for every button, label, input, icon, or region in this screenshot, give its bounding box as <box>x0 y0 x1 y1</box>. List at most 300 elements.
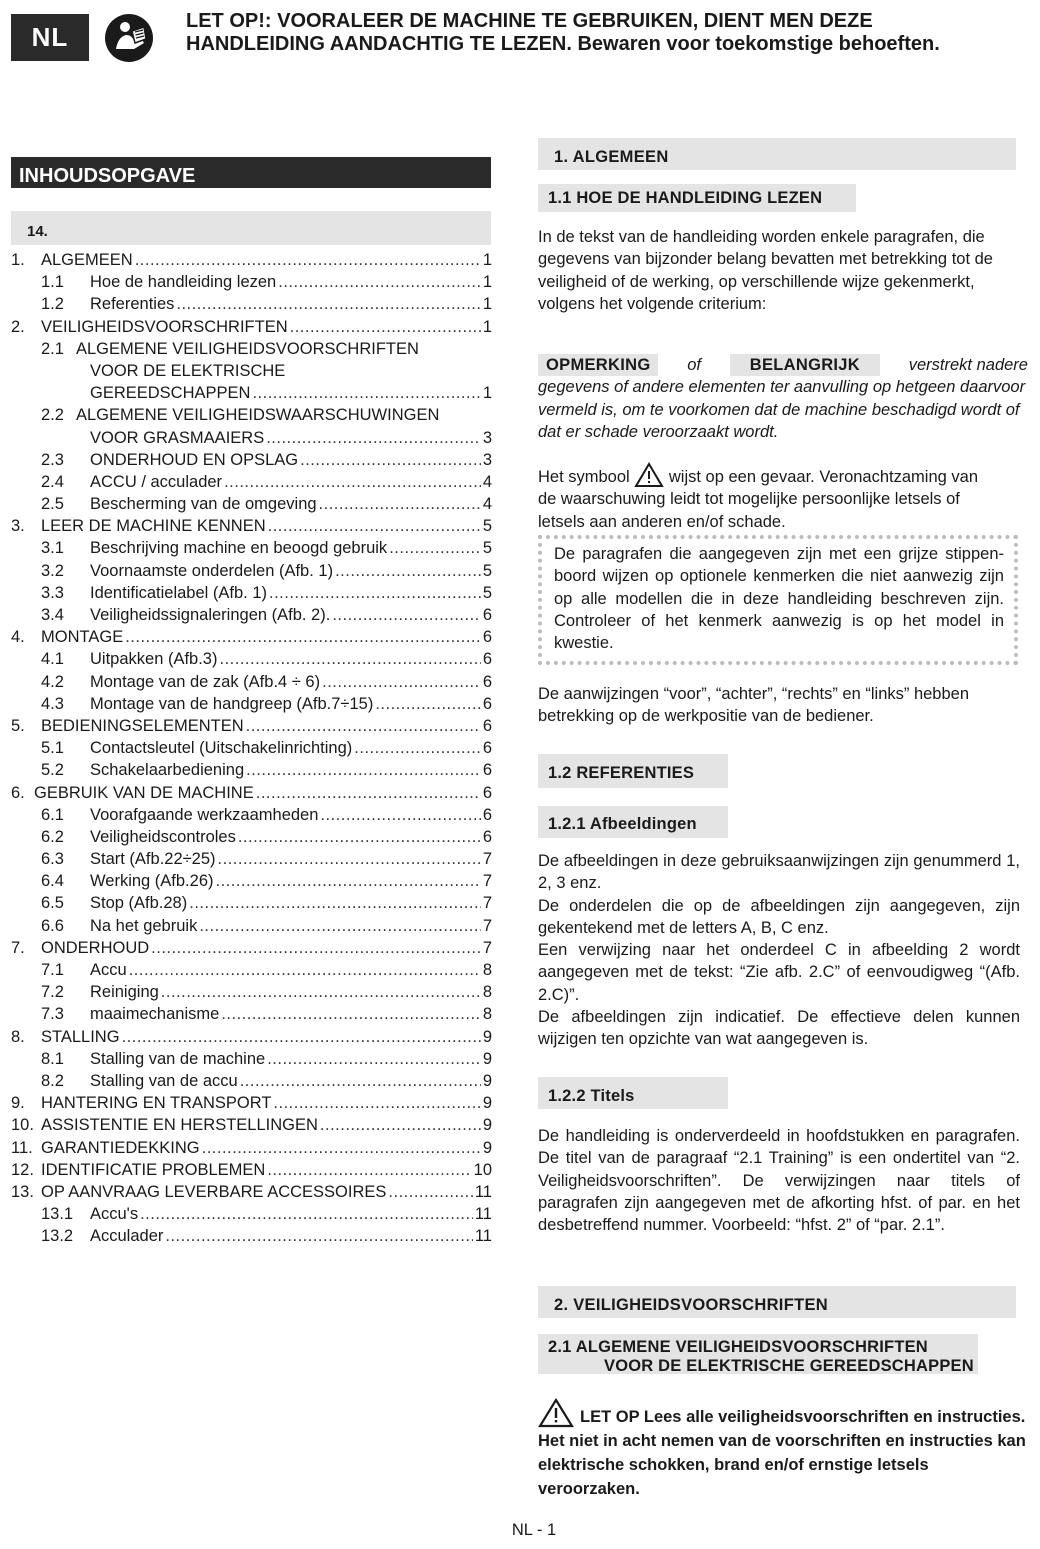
toc-entry-number: 13.2 <box>41 1227 74 1246</box>
toc-entry-page: 4 <box>482 495 492 514</box>
toc-entry-number: 3.2 <box>41 561 64 580</box>
toc-entry-title: ALGEMENE VEILIGHEIDSVOORSCHRIFTEN <box>76 339 419 358</box>
toc-leader-dots <box>216 870 481 892</box>
toc-entry-page: 8 <box>482 1005 492 1024</box>
toc-entry-title: GEBRUIK VAN DE MACHINE <box>34 783 254 802</box>
toc-entry <box>0 515 492 537</box>
toc-entry-body <box>90 449 492 471</box>
toc-entry-number: 2.1 <box>41 339 64 358</box>
toc-entry <box>0 1159 492 1181</box>
toc-entry-body <box>41 626 492 648</box>
toc-entry-title: Accu <box>90 961 127 979</box>
section-1-heading: 1. ALGEMEEN <box>538 138 1016 170</box>
toc-section-number: 14. <box>11 211 491 245</box>
section-2-1-heading-line2: VOOR DE ELEKTRISCHE GEREEDSCHAPPEN <box>604 1357 974 1375</box>
toc-entry-number: 1.1 <box>41 273 64 292</box>
toc-entry-body <box>41 1114 492 1136</box>
toc-leader-dots <box>252 382 480 404</box>
toc-entry-number: 2.2 <box>41 406 64 425</box>
toc-entry-page: 3 <box>482 450 492 469</box>
toc-leader-dots <box>135 249 481 271</box>
toc-entry-body <box>41 1159 492 1181</box>
belangrijk-label: BELANGRIJK <box>730 354 880 376</box>
toc-entry <box>0 316 492 338</box>
toc-entry-number: 2.3 <box>41 450 64 469</box>
toc-entry-number: 1. <box>11 251 25 269</box>
toc-entry-number: 6.5 <box>41 894 64 913</box>
toc-entry-page: 9 <box>482 1094 492 1113</box>
toc-entry-page: 6 <box>482 716 492 735</box>
toc-entry <box>0 1092 492 1114</box>
toc-entry-number: 3.4 <box>41 606 64 624</box>
toc-entry-number: 3. <box>11 517 25 536</box>
symbol-prefix: Het symbool <box>538 468 630 486</box>
toc-entry-page: 8 <box>482 961 492 979</box>
toc-entry-title: Uitpakken (Afb.3) <box>90 650 218 669</box>
toc-entry-body <box>90 981 492 1003</box>
figures-paragraph-4: De afbeeldingen zijn indicatief. De effectieve delen kunnen wijzigen ten opzichte van wat aangegeven is. <box>538 1008 1020 1049</box>
toc-leader-dots <box>354 737 481 759</box>
toc-entry-body <box>90 870 492 892</box>
toc-entry-body <box>41 1026 492 1048</box>
toc-entry-title: ONDERHOUD EN OPSLAG <box>90 450 299 469</box>
toc-entry-title: ASSISTENTIE EN HERSTELLINGEN <box>41 1116 318 1135</box>
toc-leader-dots <box>319 493 481 515</box>
toc-entry-page: 9 <box>482 1138 492 1157</box>
toc-entry-number: 2.5 <box>41 495 64 514</box>
toc-leader-dots <box>375 693 480 715</box>
toc-entry-title: Voorafgaande werkzaamheden <box>90 805 319 824</box>
toc-entry-page: 7 <box>482 916 492 935</box>
toc-leader-dots <box>266 427 481 449</box>
toc-entry-body <box>90 915 492 937</box>
toc-entry <box>0 1181 492 1203</box>
toc-entry <box>0 249 492 271</box>
toc-entry-number: 3.1 <box>41 539 64 558</box>
toc-entry <box>0 737 492 759</box>
toc-leader-dots <box>238 826 481 848</box>
toc-entry-title: VOOR DE ELEKTRISCHE <box>90 361 286 380</box>
toc-entry-body <box>90 892 492 914</box>
toc-entry <box>0 671 492 693</box>
toc-entry-body <box>90 471 492 493</box>
toc-entry-page: 5 <box>482 561 492 580</box>
toc-entry-body <box>90 293 492 315</box>
toc-entry <box>0 626 492 648</box>
toc-entry-title: Montage van de handgreep (Afb.7÷15) <box>90 694 374 713</box>
read-manual-icon <box>104 13 154 63</box>
toc-entry <box>0 848 492 870</box>
language-code: NL <box>31 22 69 52</box>
toc-entry-title: Werking (Afb.26) <box>90 872 214 891</box>
notes-lead: verstrekt nadere <box>908 356 1028 374</box>
toc-leader-dots <box>256 782 481 804</box>
toc-entry-title: Accu's <box>90 1205 139 1224</box>
toc-entry-page: 9 <box>482 1027 492 1046</box>
toc-entry-title: Veiligheidscontroles <box>90 827 236 846</box>
section-1-2-2-heading: 1.2.2 Titels <box>538 1077 728 1109</box>
toc-entry-number: 4. <box>11 628 25 647</box>
toc-entry <box>0 915 492 937</box>
toc-leader-dots <box>221 1003 481 1025</box>
section-1-2-1-heading: 1.2.1 Afbeeldingen <box>538 806 728 838</box>
toc-leader-dots <box>176 293 480 315</box>
toc-entry-title: Referenties <box>90 295 175 314</box>
toc-entry-number: 4.3 <box>41 694 64 713</box>
toc-entry <box>0 560 492 582</box>
header-warning-line2: HANDLEIDING AANDACHTIG TE LEZEN. Bewaren voor toekomstige behoeften. <box>186 33 940 55</box>
section-2-1-heading-line1: 2.1 ALGEMENE VEILIGHEIDSVOORSCHRIFTEN <box>548 1338 928 1356</box>
toc-leader-dots <box>219 648 480 670</box>
toc-entry-number: 12. <box>11 1160 34 1179</box>
toc-leader-dots <box>388 1181 472 1203</box>
toc-entry-page: 8 <box>482 983 492 1002</box>
toc-entry <box>0 1070 492 1092</box>
optional-features-note: De paragrafen die aangegeven zijn met een grijze stippen-boord wijzen op optionele kenmerken die niet aanwezig zijn op alle modellen die in deze handleiding beschreven zijn. Controleer of het kenmerk aanwezig is op het model in kwestie. <box>538 535 1018 665</box>
toc-leader-dots <box>300 449 481 471</box>
section-1-2-2-text: De handleiding is onderverdeeld in hoofdstukken en paragrafen. De titel van de paragraaf “2.1 Training” is een ondertitel van “2. Veiligheidsvoorschriften”. De verwijzingen naar titels of paragrafen zijn aangegeven met de afkorting hfst. of par. en het desbetreffend nummer. Voorbeeld: “hfst. 2” of “par. 2.1”. <box>538 1127 1020 1235</box>
toc-entry-title: BEDIENINGSELEMENTEN <box>41 716 244 735</box>
toc-entry <box>0 1114 492 1136</box>
toc-entry-number: 8.2 <box>41 1071 64 1090</box>
toc-entry-number: 7.2 <box>41 983 64 1002</box>
toc-entry-page: 7 <box>482 894 492 913</box>
toc-leader-dots <box>389 537 481 559</box>
toc-entry-number: 2. <box>11 317 25 336</box>
toc-entry-body <box>41 715 492 737</box>
toc-entry <box>0 404 492 426</box>
toc-entry <box>0 693 492 715</box>
toc-entry-title: Voornaamste onderdelen (Afb. 1) <box>90 561 334 580</box>
toc-entry-body <box>41 1092 492 1114</box>
toc-entry-body <box>90 360 492 382</box>
figures-paragraph-2: De onderdelen die op de afbeeldingen zijn aangegeven, zijn gekentekend met de letters A, B, C enz. <box>538 896 1020 937</box>
toc-entry-body <box>90 804 492 826</box>
warning-triangle-icon <box>634 462 664 488</box>
toc-entry-title: Montage van de zak (Afb.4 ÷ 6) <box>90 672 321 691</box>
toc-entry-page: 1 <box>482 251 492 269</box>
toc-entry-page: 7 <box>482 938 492 957</box>
toc-entry-body <box>90 959 492 981</box>
toc-entry-title: Veiligheidssignaleringen (Afb. 2). <box>90 606 331 624</box>
toc-entry-number: 8. <box>11 1027 25 1046</box>
toc-entry-page: 6 <box>482 650 492 669</box>
directions-paragraph: De aanwijzingen “voor”, “achter”, “rechts” en “links” hebben betrekking op de werkpositie van de bediener. <box>538 685 970 726</box>
toc-entry-page: 6 <box>482 761 492 780</box>
toc-entry-title: HANTERING EN TRANSPORT <box>41 1094 272 1113</box>
toc-leader-dots <box>267 1159 471 1181</box>
toc-entry <box>0 293 492 315</box>
toc-entry <box>0 782 492 804</box>
toc-entry-page: 5 <box>482 539 492 558</box>
safety-warning <box>538 1398 1034 1501</box>
toc-entry-body <box>90 671 492 693</box>
safety-warning-text: LET OP Lees alle veiligheidsvoorschriften en instructies. Het niet in acht nemen van de voorschriften en instructies kan elektrische schokken, brand en/of ernstige letsels veroorzaken. <box>538 1408 1026 1498</box>
toc-entry-title: LEER DE MACHINE KENNEN <box>41 517 266 536</box>
header-warning <box>186 10 1036 56</box>
toc-entry-page: 6 <box>482 606 492 624</box>
toc-entry-page: 11 <box>474 1227 492 1246</box>
toc-leader-dots <box>129 959 481 981</box>
toc-entry-number: 11. <box>11 1138 33 1157</box>
toc-entry-page: 6 <box>482 805 492 824</box>
header-warning-line1: LET OP!: VOORALEER DE MACHINE TE GEBRUIKEN, DIENT MEN DEZE <box>186 10 873 32</box>
toc-entry-number: 7.3 <box>41 1005 64 1024</box>
toc-entry-title: GEREEDSCHAPPEN <box>90 384 251 403</box>
toc-entry-page: 1 <box>482 295 492 314</box>
toc-entry-title: ALGEMEEN <box>41 251 133 269</box>
toc-entry <box>0 493 492 515</box>
toc-entry-page: 10 <box>473 1160 492 1179</box>
toc-leader-dots <box>278 271 481 293</box>
toc-entry-page: 6 <box>482 827 492 846</box>
toc-entry-body <box>90 1225 492 1247</box>
table-of-contents <box>0 249 492 1247</box>
toc-entry <box>0 271 492 293</box>
toc-entry-number: 13.1 <box>41 1205 74 1224</box>
toc-entry-title: Hoe de handleiding lezen <box>90 273 277 292</box>
toc-leader-dots <box>335 560 481 582</box>
section-2-1-heading <box>538 1334 978 1374</box>
toc-entry-title: ONDERHOUD <box>41 938 150 957</box>
toc-entry-page: 7 <box>482 850 492 869</box>
toc-entry-title: Beschrijving machine en beoogd gebruik <box>90 539 388 558</box>
toc-entry <box>0 804 492 826</box>
figures-paragraph-1: De afbeeldingen in deze gebruiksaanwijzingen zijn genummerd 1, 2, 3 enz. <box>538 852 1020 893</box>
toc-entry-page: 1 <box>482 384 492 403</box>
toc-leader-dots <box>151 937 481 959</box>
toc-entry-body <box>90 1048 492 1070</box>
toc-leader-dots <box>122 1026 481 1048</box>
toc-entry-body <box>90 382 492 404</box>
toc-entry <box>0 360 492 382</box>
toc-entry-number: 6. <box>11 783 25 802</box>
toc-entry-title: STALLING <box>41 1027 120 1046</box>
notes-paragraph <box>538 354 1028 443</box>
toc-entry-title: Start (Afb.22÷25) <box>90 850 216 869</box>
section-2-heading: 2. VEILIGHEIDSVOORSCHRIFTEN <box>538 1286 1016 1318</box>
toc-entry-title: GARANTIEDEKKING <box>41 1138 200 1157</box>
toc-entry-body <box>90 1203 492 1225</box>
section-1-2-heading: 1.2 REFERENTIES <box>538 754 728 788</box>
figures-paragraph-3: Een verwijzing naar het onderdeel C in afbeelding 2 wordt aangegeven met de tekst: “Zie afb. 2.C” of eenvoudigweg “(Afb. 2.C)”. <box>538 941 1020 1004</box>
toc-entry <box>0 826 492 848</box>
toc-entry-title: ACCU / acculader <box>90 472 223 491</box>
opmerking-label: OPMERKING <box>538 354 658 376</box>
toc-entry-title: Stalling van de machine <box>90 1049 266 1068</box>
toc-entry-number: 6.4 <box>41 872 64 891</box>
toc-entry-body <box>90 493 492 515</box>
toc-entry <box>0 870 492 892</box>
toc-entry-page: 7 <box>482 872 492 891</box>
toc-leader-dots <box>290 316 481 338</box>
toc-leader-dots <box>246 715 481 737</box>
toc-leader-dots <box>267 1048 481 1070</box>
toc-entry-body <box>90 848 492 870</box>
toc-leader-dots <box>224 471 481 493</box>
toc-entry-title: Schakelaarbediening <box>90 761 245 780</box>
toc-entry-body <box>90 648 492 670</box>
toc-entry-number: 5.1 <box>41 739 64 758</box>
language-badge <box>11 14 89 61</box>
toc-entry-body <box>41 937 492 959</box>
toc-leader-dots <box>199 915 480 937</box>
toc-entry <box>0 382 492 404</box>
toc-entry-body <box>90 271 492 293</box>
toc-entry-title: maaimechanisme <box>90 1005 220 1024</box>
toc-entry <box>0 1203 492 1225</box>
toc-entry-number: 6.1 <box>41 805 64 824</box>
toc-entry-page: 5 <box>482 583 492 602</box>
toc-entry-body <box>34 782 492 804</box>
toc-entry-body <box>90 604 492 626</box>
toc-leader-dots <box>320 804 480 826</box>
toc-entry-title: IDENTIFICATIE PROBLEMEN <box>41 1160 266 1179</box>
toc-leader-dots <box>246 759 481 781</box>
toc-entry <box>0 471 492 493</box>
toc-leader-dots <box>268 515 481 537</box>
toc-entry-body <box>41 1137 492 1159</box>
toc-entry-body <box>90 582 492 604</box>
section-1-1-heading: 1.1 HOE DE HANDLEIDING LEZEN <box>538 184 856 212</box>
toc-entry <box>0 537 492 559</box>
toc-entry-title: Stalling van de accu <box>90 1071 238 1090</box>
toc-entry <box>0 1026 492 1048</box>
toc-entry-number: 2.4 <box>41 472 64 491</box>
toc-entry-body <box>90 1070 492 1092</box>
toc-entry-body <box>90 826 492 848</box>
toc-entry-number: 7. <box>11 938 25 957</box>
toc-entry-number: 10. <box>11 1116 34 1135</box>
toc-entry-title: ALGEMENE VEILIGHEIDSWAARSCHUWINGEN <box>76 406 440 425</box>
toc-entry-body <box>90 537 492 559</box>
warning-triangle-icon <box>538 1398 574 1428</box>
toc-leader-dots <box>125 626 481 648</box>
toc-entry <box>0 1003 492 1025</box>
toc-entry <box>0 582 492 604</box>
toc-entry-body <box>76 404 492 426</box>
toc-entry-body <box>90 737 492 759</box>
toc-entry-number: 7.1 <box>41 961 64 979</box>
toc-entry-number: 13. <box>11 1182 34 1201</box>
toc-entry <box>0 449 492 471</box>
toc-entry-title: Identificatielabel (Afb. 1) <box>90 583 268 602</box>
toc-entry-number: 4.2 <box>41 672 64 691</box>
toc-leader-dots <box>165 1225 472 1247</box>
toc-entry-number: 1.2 <box>41 295 64 314</box>
toc-entry-page: 5 <box>482 517 492 536</box>
toc-entry-page: 6 <box>482 694 492 713</box>
toc-entry-number: 6.3 <box>41 850 64 869</box>
toc-entry-page: 6 <box>482 672 492 691</box>
toc-entry-body <box>41 316 492 338</box>
toc-entry-page: 4 <box>482 472 492 491</box>
toc-entry-title: MONTAGE <box>41 628 124 647</box>
toc-entry-number: 3.3 <box>41 583 64 602</box>
toc-entry <box>0 1137 492 1159</box>
toc-entry <box>0 1225 492 1247</box>
toc-entry-page: 9 <box>482 1049 492 1068</box>
toc-entry <box>0 648 492 670</box>
toc-entry-page: 3 <box>482 428 492 447</box>
section-1-1-intro: In de tekst van de handleiding worden enkele paragrafen, die gegevens van bijzonder belang bevatten met betrekking tot de veiligheid of de werking, op verschillende wijze gekenmerkt, volgens het volgende criterium: <box>538 228 993 313</box>
toc-entry-body <box>41 249 492 271</box>
symbol-suffix: wijst op een gevaar. Veronachtzaming van de waarschuwing leidt tot mogelijke persoonlijke letsels of letsels aan anderen en/of schade. <box>538 468 978 531</box>
section-1-2-1-text <box>538 850 1020 1051</box>
toc-entry-title: VOOR GRASMAAIERS <box>90 428 265 447</box>
toc-entry <box>0 715 492 737</box>
toc-entry-page: 6 <box>482 628 492 647</box>
toc-entry <box>0 981 492 1003</box>
toc-entry-page: 1 <box>482 273 492 292</box>
toc-entry-body <box>90 759 492 781</box>
toc-leader-dots <box>189 892 481 914</box>
toc-leader-dots <box>332 604 480 626</box>
toc-entry-title: Reiniging <box>90 983 159 1002</box>
symbol-paragraph <box>538 462 978 533</box>
toc-title: INHOUDSOPGAVE <box>11 157 491 188</box>
toc-leader-dots <box>202 1137 481 1159</box>
toc-entry-page: 9 <box>482 1116 492 1135</box>
toc-entry <box>0 959 492 981</box>
notes-text: gegevens of andere elementen ter aanvulling op hetgeen daarvoor vermeld is, om te voorkomen dat de machine beschadigd wordt of dat er schade veroorzaakt wordt. <box>538 378 1026 441</box>
toc-entry-title: Bescherming van de omgeving <box>90 495 317 514</box>
toc-entry-title: Na het gebruik <box>90 916 198 935</box>
toc-entry-page: 11 <box>474 1182 492 1201</box>
toc-entry-number: 9. <box>11 1094 25 1113</box>
toc-entry-body <box>90 560 492 582</box>
page-number: NL - 1 <box>511 1521 557 1539</box>
toc-entry <box>0 892 492 914</box>
toc-entry-page: 6 <box>482 783 492 802</box>
toc-leader-dots <box>161 981 481 1003</box>
toc-entry-title: OP AANVRAAG LEVERBARE ACCESSOIRES <box>41 1182 387 1201</box>
toc-entry-title: VEILIGHEIDSVOORSCHRIFTEN <box>41 317 288 336</box>
toc-entry-body <box>76 338 492 360</box>
toc-leader-dots <box>240 1070 481 1092</box>
toc-entry-body <box>90 1003 492 1025</box>
toc-entry-page: 1 <box>482 317 492 336</box>
toc-entry <box>0 338 492 360</box>
toc-entry-number: 6.2 <box>41 827 64 846</box>
toc-leader-dots <box>140 1203 473 1225</box>
toc-entry-title: Stop (Afb.28) <box>90 894 188 913</box>
toc-entry <box>0 427 492 449</box>
toc-entry-title: Acculader <box>90 1227 164 1246</box>
toc-leader-dots <box>273 1092 480 1114</box>
toc-entry <box>0 937 492 959</box>
toc-entry <box>0 1048 492 1070</box>
toc-entry-number: 5.2 <box>41 761 64 780</box>
toc-entry-page: 6 <box>482 739 492 758</box>
toc-entry-body <box>41 515 492 537</box>
toc-entry-number: 6.6 <box>41 916 64 935</box>
toc-entry-number: 5. <box>11 716 25 735</box>
toc-leader-dots <box>218 848 481 870</box>
toc-entry <box>0 604 492 626</box>
toc-entry-title: Contactsleutel (Uitschakelinrichting) <box>90 739 353 758</box>
toc-entry-number: 4.1 <box>41 650 64 669</box>
toc-entry <box>0 759 492 781</box>
of-word: of <box>687 356 701 374</box>
toc-entry-page: 9 <box>482 1071 492 1090</box>
toc-entry-body <box>90 693 492 715</box>
toc-entry-body <box>41 1181 492 1203</box>
toc-leader-dots <box>269 582 481 604</box>
toc-leader-dots <box>322 671 481 693</box>
toc-entry-body <box>90 427 492 449</box>
toc-entry-number: 8.1 <box>41 1049 64 1068</box>
